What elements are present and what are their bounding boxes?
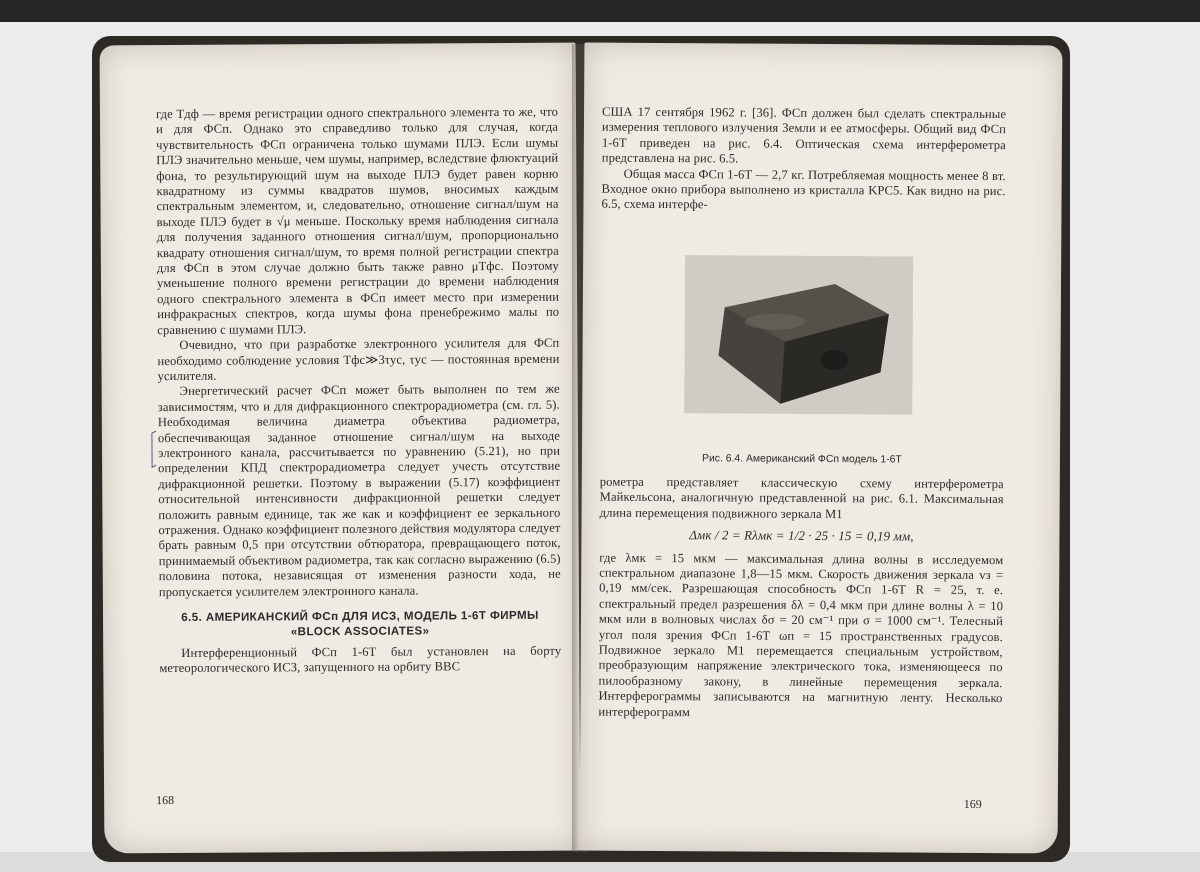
- left-page: [100, 43, 581, 854]
- right-paragraph-bottom: где λмк = 15 мкм — максимальная длина волны в исследуемом спектральном диапазоне 1,8—15 мкм. Скорость движения зеркала vз = 0,19 мм/сек. Разрешающая способность ФСп 1-6Т R = 25, т. е. спектральный предел разрешения δλ = 0,4 мкм при длине волны λ = 10 мкм или в волновых числах δσ = 20 см⁻¹ при σ = 1000 см⁻¹. Телесный угол поля зрения ФСп 1-6Т ωп = 15 пространственных градусов. Подвижное зеркало M1 перемещается специальным устройством, преобразующим напряжение электрического тока, изменяющееся по пилообразному закону, в линейные перемещения зеркала. Интерферограммы записываются на магнитную ленту. Несколько интерферограмм: [598, 550, 1004, 719]
- right-paragraph-top: США 17 сентября 1962 г. [36]. ФСп должен был сделать спектральные измерения теплового излучения Земли и ее атмосферы. Общий вид ФСп 1-6Т приведен на рис. 6.4. Оптическая схема интерферометра представлена на рис. 6.5.: [601, 104, 1007, 166]
- right-paragraph-mass: Общая масса ФСп 1-6Т — 2,7 кг. Потребляемая мощность менее 8 вт. Входное окно прибора выполнено из кристалла KPC5. Как видно на рис. 6.5, схема интерфе-: [601, 166, 1006, 212]
- left-page-text: [156, 105, 561, 677]
- left-closing-paragraph: Интерференционный ФСп 1-6Т был установлен на борту метеорологического ИСЗ, запущенного на орбиту ВВС: [159, 643, 562, 676]
- figure-caption: Рис. 6.4. Американский ФСп модель 1-6Т: [702, 453, 902, 466]
- left-paragraph-2: Очевидно, что при разработке электронного усилителя для ФСп необходимо соблюдение условия Tфс≫3τус, τус — постоянная времени усилителя.: [157, 335, 560, 384]
- right-page-text-top: [601, 105, 1006, 215]
- formula: Δмк / 2 = Rλмк = 1/2 · 25 · 15 = 0,19 мм,: [689, 527, 914, 544]
- figure-photo: [684, 255, 913, 414]
- instrument-photo-icon: [684, 255, 913, 414]
- left-paragraph-3: Энергетический расчет ФСп может быть выполнен по тем же зависимостям, что и для дифракционного спектрорадиометра (см. гл. 5). Необходимая величина диаметра объектива радиометра, обеспечивающая заданное отношение сигнал/шум на выходе электронного канала, рассчитывается по уравнению (5.21), но при определении КПД спектрорадиометра следует учесть отсутствие дифракционной решетки. Поэтому в выражении (5.17) коэффициент относительной интенсивности дифракционной решетки следует положить равным единице, так же как и коэффициент ее зеркального отражения. Однако коэффициент полезного действия модулятора следует брать равным 0,5 при отсутствии обтюратора, превращающего поток, принимаемый объективом радиометра, так как согласно выражению (6.5) половина потока, независящая от изменения разности хода, не пропускается усилителем электронного канала.: [157, 381, 561, 599]
- pen-mark-icon: [148, 429, 160, 469]
- section-heading: 6.5. АМЕРИКАНСКИЙ ФСп ДЛЯ ИСЗ, МОДЕЛЬ 1-6Т ФИРМЫ «BLOCK ASSOCIATES»: [181, 608, 539, 639]
- right-paragraph-after-figure: рометра представляет классическую схему интерферометра Майкельсона, аналогичную представленной на рис. 6.1. Максимальная длина перемещения подвижного зеркала M1: [599, 474, 1004, 521]
- right-page-text-bottom: [598, 475, 1003, 723]
- page-number-right: 169: [963, 796, 982, 811]
- scanner-edge-top: [0, 0, 1200, 22]
- right-page: [580, 43, 1063, 854]
- page-number-left: 168: [156, 793, 175, 808]
- left-paragraph-1: где Tдф — время регистрации одного спектрального элемента то же, что и для ФСп. Однако это справедливо только для случая, когда чувствительность ФСп ограничена только шумами ПЛЭ. Если шумы ПЛЭ значительно меньше, чем шумы, например, вследствие флюктуаций фона, то результирующий шум на выходе ПЛЭ будет равен корню квадратному из суммы квадратов шумов, вносимых каждым спектральным элементом, и, следовательно, отношение сигнал/шум на выходе ПЛЭ будет в √μ меньше. Поскольку время наблюдения сигнала для получения заданного отношения сигнал/шум, пропорционально квадрату отношения сигнал/шум, то время полной регистрации спектра для ФСп в этом случае должно быть также равно μTфс. Поэтому уменьшение полного времени регистрации до времени наблюдения одного спектрального элемента в ФСп имеет место при измерении инфракрасных спектров, когда шумы фона пренебрежимо малы по сравнению с шумами ПЛЭ.: [155, 104, 560, 337]
